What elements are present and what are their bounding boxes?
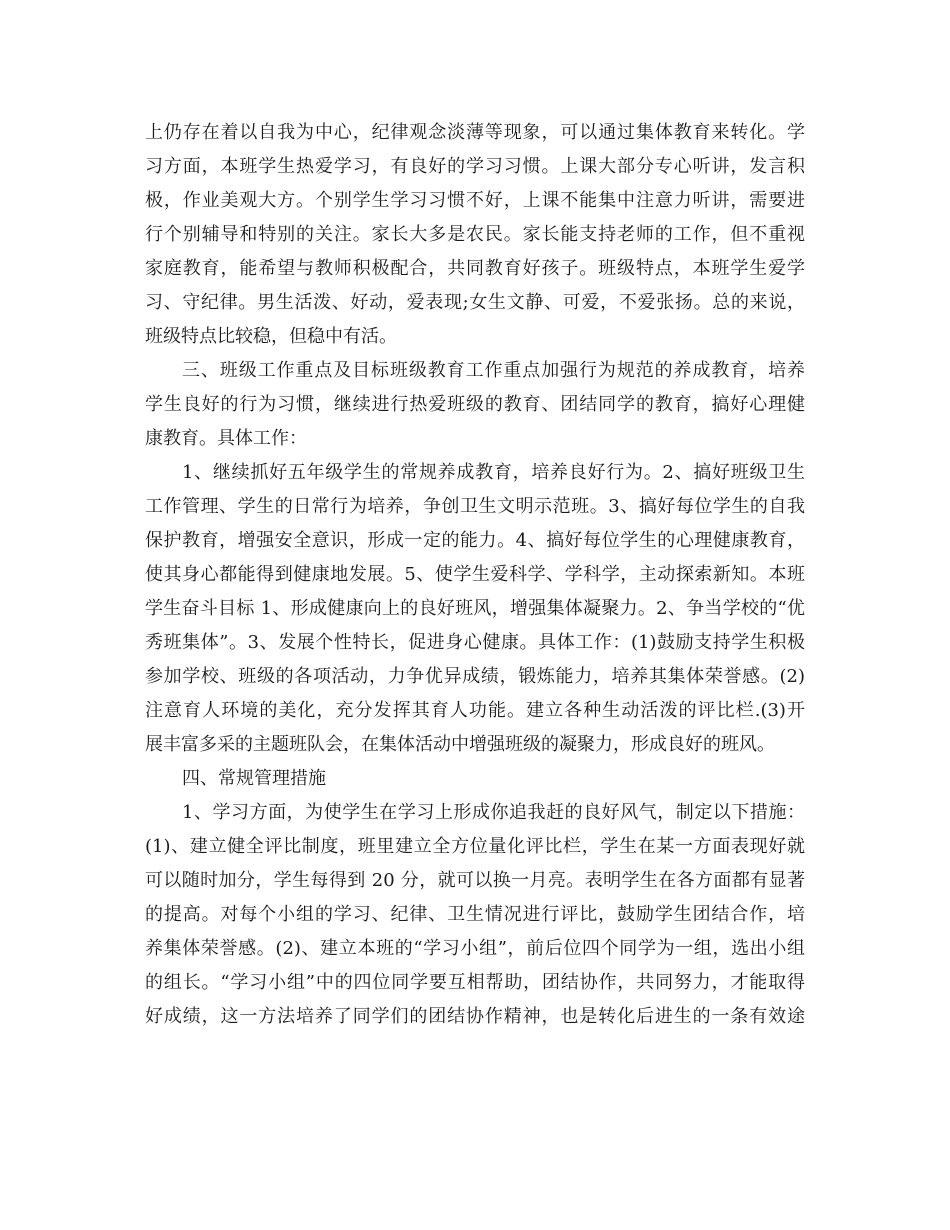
- text-line: 康教育。具体工作：: [145, 428, 307, 449]
- text-line: 习、守纪律。男生活泼、好动，爱表现;女生文静、可爱，不爱张扬。总的来说，: [145, 292, 805, 313]
- text-line: 注意育人环境的美化，充分发挥其育人功能。建立各种生动活泼的评比栏.(3)开: [145, 700, 805, 721]
- text-line: 极，作业美观大方。个别学生学习习惯不好，上课不能集中注意力听讲，需要进: [145, 190, 805, 211]
- text-line: 工作管理、学生的日常行为培养，争创卫生文明示范班。3、搞好每位学生的自我: [145, 496, 805, 517]
- body-text: [145, 116, 805, 1034]
- text-line: 学生良好的行为习惯，继续进行热爱班级的教育、团结同学的教育，搞好心理健: [145, 394, 805, 415]
- text-line: 1、学习方面，为使学生在学习上形成你追我赶的良好风气，制定以下措施：: [182, 802, 805, 823]
- text-line: 的提高。对每个小组的学习、纪律、卫生情况进行评比，鼓励学生团结合作，培: [145, 904, 805, 925]
- text-line: (1)、建立健全评比制度，班里建立全方位量化评比栏，学生在某一方面表现好就: [145, 836, 805, 857]
- text-line: 学生奋斗目标 1、形成健康向上的良好班风，增强集体凝聚力。2、争当学校的“优: [145, 598, 805, 619]
- text-line: 1、继续抓好五年级学生的常规养成教育，培养良好行为。2、搞好班级卫生: [182, 462, 805, 483]
- text-line: 使其身心都能得到健康地发展。5、使学生爱科学、学科学，主动探索新知。本班: [145, 564, 805, 585]
- text-line: 家庭教育，能希望与教师积极配合，共同教育好孩子。班级特点，本班学生爱学: [145, 258, 805, 279]
- text-line: 好成绩，这一方法培养了同学们的团结协作精神，也是转化后进生的一条有效途: [145, 1006, 805, 1027]
- text-line: 可以随时加分，学生每得到 20 分，就可以换一月亮。表明学生在各方面都有显著: [145, 870, 805, 891]
- text-line: 三、班级工作重点及目标班级教育工作重点加强行为规范的养成教育，培养: [182, 360, 805, 381]
- text-line: 的组长。“学习小组”中的四位同学要互相帮助，团结协作，共同努力，才能取得: [145, 972, 805, 993]
- text-line: 行个别辅导和特别的关注。家长大多是农民。家长能支持老师的工作，但不重视: [145, 224, 805, 245]
- text-line: 养集体荣誉感。(2)、建立本班的“学习小组”，前后位四个同学为一组，选出小组: [145, 938, 805, 959]
- text-line: 上仍存在着以自我为中心，纪律观念淡薄等现象，可以通过集体教育来转化。学: [145, 122, 805, 143]
- text-line: 习方面，本班学生热爱学习，有良好的学习习惯。上课大部分专心听讲，发言积: [145, 156, 805, 177]
- text-line: 展丰富多采的主题班队会，在集体活动中增强班级的凝聚力，形成良好的班风。: [145, 734, 775, 755]
- text-line: 班级特点比较稳，但稳中有活。: [145, 326, 397, 347]
- text-line: 参加学校、班级的各项活动，力争优异成绩，锻炼能力，培养其集体荣誉感。(2): [145, 666, 805, 687]
- text-line: 四、常规管理措施: [182, 768, 326, 789]
- text-line: 秀班集体”。3、发展个性特长，促进身心健康。具体工作：(1)鼓励支持学生积极: [145, 632, 805, 653]
- text-line: 保护教育，增强安全意识，形成一定的能力。4、搞好每位学生的心理健康教育，: [145, 530, 805, 551]
